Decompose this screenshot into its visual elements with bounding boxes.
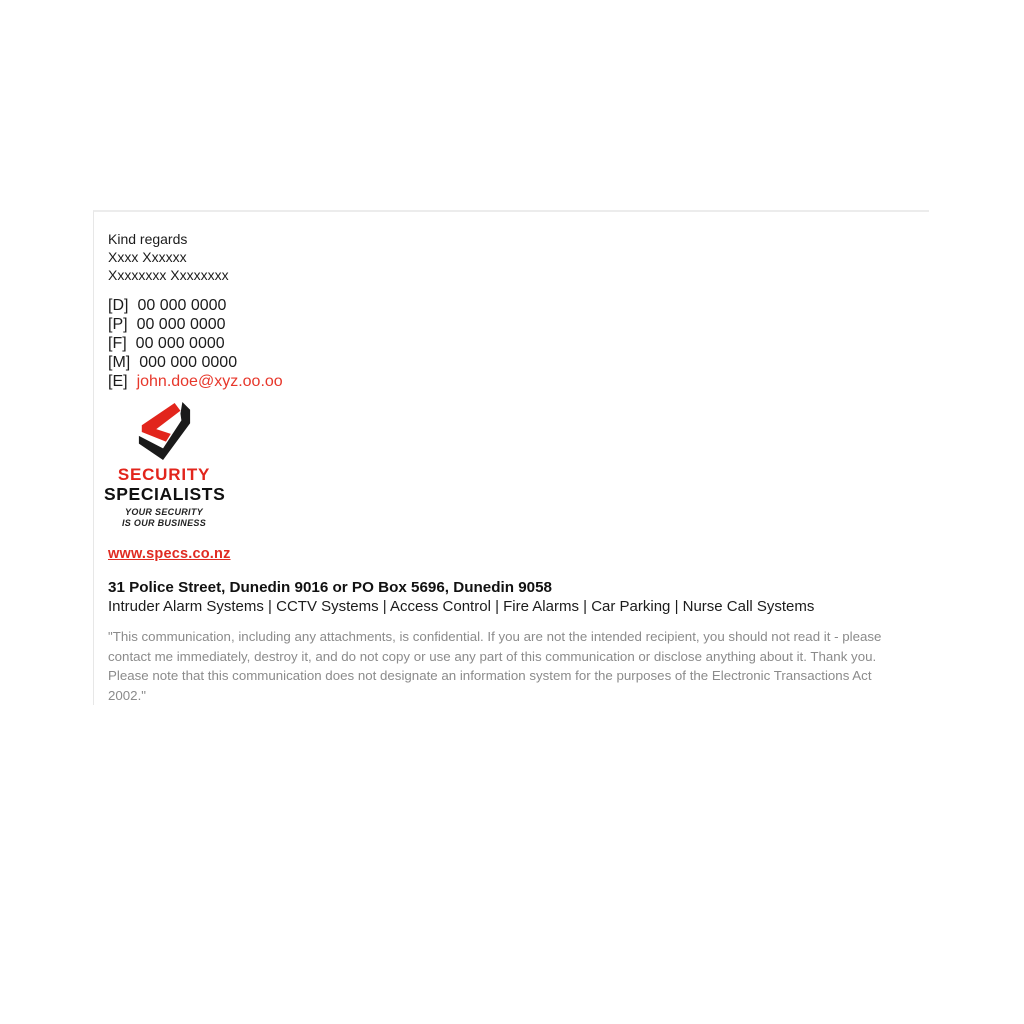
company-logo-block: [104, 401, 224, 529]
contact-numbers-block: [108, 296, 929, 391]
mobile-number: 000 000 0000: [139, 354, 238, 371]
phone-row: [108, 315, 929, 334]
website-link[interactable]: www.specs.co.nz: [108, 546, 231, 562]
signoff-block: [108, 230, 929, 284]
security-specialists-logo-icon: [104, 401, 224, 463]
fax-number: 00 000 0000: [135, 335, 225, 352]
mobile-label: [M]: [108, 354, 131, 371]
direct-phone-row: [108, 296, 929, 315]
email-label: [E]: [108, 373, 128, 390]
greeting-text: Kind regards: [108, 231, 188, 247]
direct-phone-label: [D]: [108, 297, 129, 314]
email-link[interactable]: john.doe@xyz.oo.oo: [136, 373, 283, 390]
sender-name: Xxxx Xxxxxx: [108, 249, 187, 265]
services-list: Intruder Alarm Systems | CCTV Systems | Access Control | Fire Alarms | Car Parking | Nurse Call Systems: [108, 598, 815, 615]
logo-tagline-line2: IS OUR BUSINESS: [121, 518, 206, 528]
direct-phone-number: 00 000 0000: [137, 297, 227, 314]
logo-tagline: [104, 507, 224, 529]
fax-row: [108, 334, 929, 353]
fax-label: [F]: [108, 335, 127, 352]
phone-label: [P]: [108, 316, 128, 333]
street-address: 31 Police Street, Dunedin 9016 or PO Box 5696, Dunedin 9058: [108, 579, 552, 596]
sender-title: Xxxxxxxx Xxxxxxxx: [108, 267, 229, 283]
email-row: [108, 372, 929, 391]
logo-word-security: SECURITY: [117, 465, 211, 484]
mobile-row: [108, 353, 929, 372]
phone-number: 00 000 0000: [136, 316, 226, 333]
email-signature-container: [93, 210, 929, 705]
confidentiality-disclaimer: "This communication, including any attachments, is confidential. If you are not the intended recipient, you should not read it - please contact me immediately, destroy it, and do not copy or use any part of this communication or disclose anything about it. Thank you. Please note that this communication does not designate an information system for the purposes of the Electronic Transactions Act 2002.": [108, 629, 882, 703]
logo-word-specialists: SPECIALISTS: [104, 484, 226, 504]
logo-tagline-line1: YOUR SECURITY: [125, 507, 203, 517]
